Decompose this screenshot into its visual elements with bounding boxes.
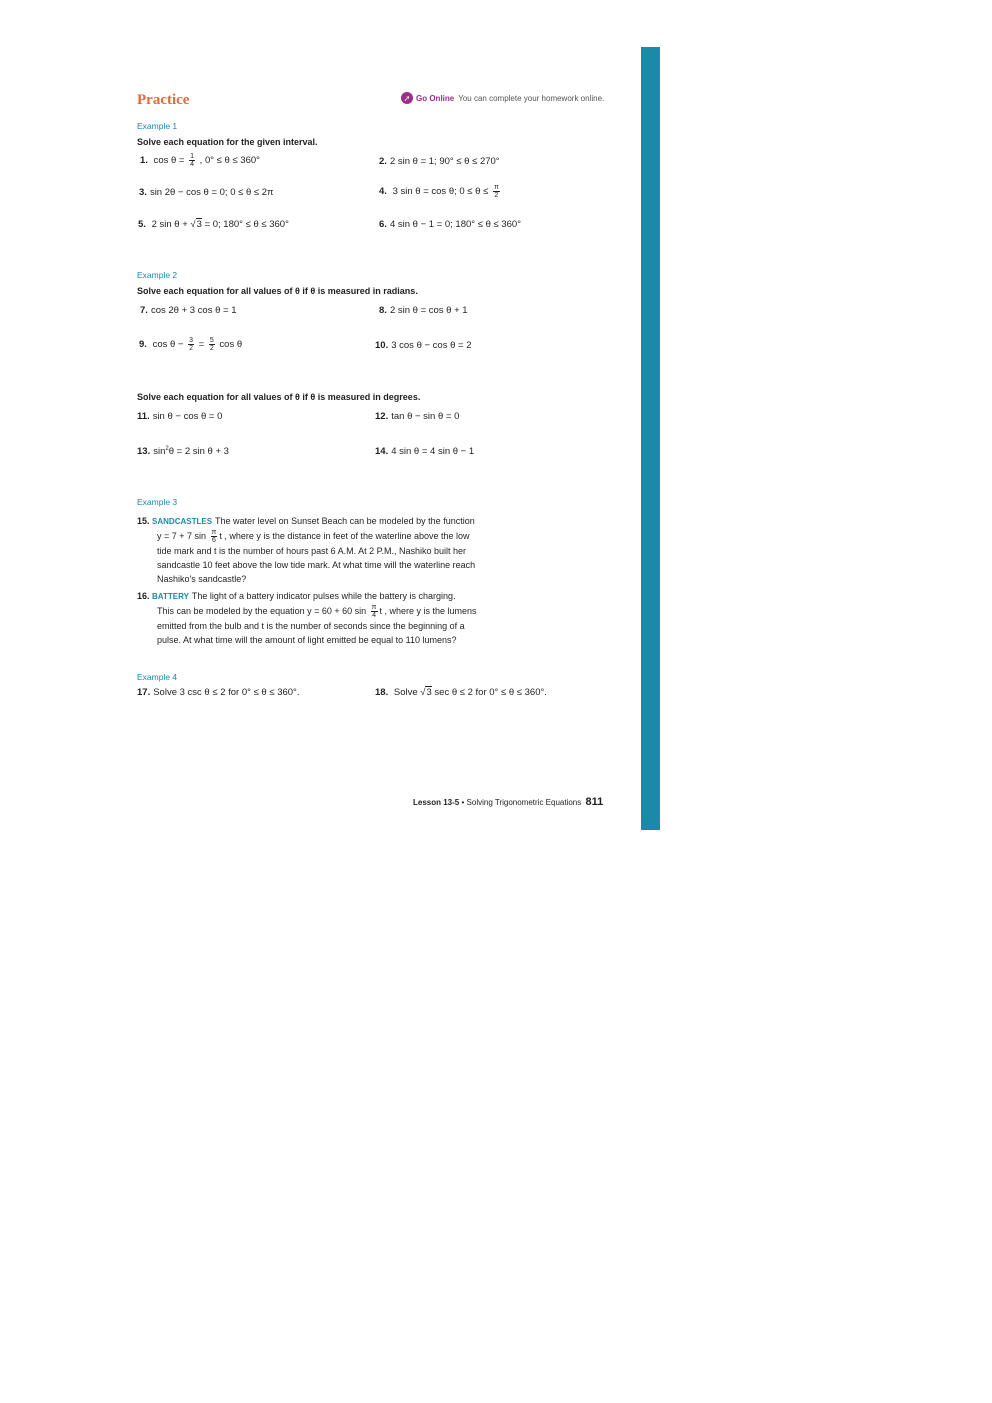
problem-11 (137, 411, 222, 422)
page-title: Practice (137, 92, 190, 108)
problem-9 (139, 337, 242, 352)
problem-text: sin θ − cos θ = 0 (152, 411, 223, 422)
problem-7 (140, 305, 237, 316)
problem-line: The light of a battery indicator pulses while the battery is charging. (191, 591, 456, 601)
fraction-numerator: 3 (189, 337, 194, 344)
fraction (188, 337, 194, 352)
problem-text: , 0° ≤ θ ≤ 360° (199, 155, 260, 167)
example-1-instruction: Solve each equation for the given interval. (137, 137, 318, 147)
fraction-denominator: 2 (189, 345, 194, 352)
problem-number: 12. (375, 411, 389, 422)
problem-15 (137, 514, 557, 586)
fraction (209, 337, 215, 352)
problem-1 (140, 153, 260, 168)
problem-number: 11. (137, 411, 150, 422)
footer-separator: • (461, 798, 465, 807)
page-number: 811 (585, 796, 604, 808)
cursor-icon: ➚ (401, 92, 413, 104)
problem-text: = (198, 339, 205, 351)
problem-keyword: BATTERY (152, 592, 189, 601)
fraction-numerator: 1 (190, 153, 195, 160)
radicand: 3 (426, 687, 432, 698)
problem-text: sec θ ≤ 2 for 0° ≤ θ ≤ 360°. (434, 687, 547, 698)
problem-line: t , where y is the distance in feet of the waterline above the low (219, 531, 470, 541)
problem-10 (375, 340, 472, 351)
problem-text: 4 sin θ − 1 = 0; 180° ≤ θ ≤ 360° (389, 219, 521, 230)
problem-line: This can be modeled by the equation y = 60 + 60 sin (157, 606, 367, 616)
problem-6 (379, 219, 521, 230)
problem-text: θ = 2 sin θ + 3 (168, 446, 229, 458)
problem-line: sandcastle 10 feet above the low tide mark. At what time will the waterline reach (157, 560, 476, 571)
problem-text: Solve (393, 687, 418, 698)
problem-number: 14. (375, 446, 389, 457)
example-1-label: Example 1 (137, 121, 178, 131)
problem-text: cos 2θ + 3 cos θ = 1 (150, 305, 237, 316)
problem-text: cos θ = (153, 155, 185, 167)
fraction-denominator: 6 (212, 537, 216, 545)
go-online-label[interactable]: Go Online (416, 93, 455, 103)
lesson-topic: Solving Trigonometric Equations (466, 798, 582, 807)
lesson-number: Lesson 13-5 (413, 798, 460, 807)
page-footer (413, 796, 603, 808)
problem-text: 3 cos θ − cos θ = 2 (391, 340, 472, 351)
problem-5: 5. 2 sin θ + √3 = 0; 180° ≤ θ ≤ 360° (138, 219, 289, 230)
problem-number: 6. (379, 219, 387, 230)
example-4-label: Example 4 (137, 672, 178, 682)
problem-line: Nashiko's sandcastle? (157, 574, 247, 585)
problem-number: 3. (139, 187, 147, 198)
problem-line: tide mark and t is the number of hours past 6 A.M. At 2 P.M., Nashiko built her (157, 546, 466, 557)
fraction-denominator: 2 (494, 192, 499, 199)
problem-12 (375, 411, 459, 422)
problem-number: 1. (140, 155, 148, 167)
fraction-numerator: π (371, 604, 377, 612)
problem-text: 4 sin θ = 4 sin θ − 1 (391, 446, 475, 457)
fraction-numerator: π (493, 184, 499, 191)
problem-text: sin (153, 446, 166, 458)
fraction-denominator: 4 (190, 161, 195, 168)
go-online-text: You can complete your homework online. (458, 93, 605, 103)
radicand: 3 (196, 219, 202, 230)
problem-text: 2 sin θ + (151, 219, 188, 230)
problem-text: 3 sin θ = cos θ; 0 ≤ θ ≤ (392, 186, 489, 198)
problem-13 (137, 446, 229, 457)
problem-number: 7. (140, 305, 148, 316)
example-3-label: Example 3 (137, 497, 178, 507)
example-2-instruction-radians: Solve each equation for all values of θ if θ is measured in radians. (137, 286, 418, 296)
problem-text: cos θ (219, 339, 243, 351)
problem-number: 10. (375, 340, 389, 351)
problem-number: 15. (137, 516, 150, 526)
problem-line: The water level on Sunset Beach can be modeled by the function (215, 516, 475, 526)
problem-text: = 0; 180° ≤ θ ≤ 360° (204, 219, 289, 230)
problem-text: Solve 3 csc θ ≤ 2 for 0° ≤ θ ≤ 360°. (153, 687, 300, 698)
fraction-denominator: 2 (209, 345, 214, 352)
problem-line: t , where y is the lumens (379, 606, 477, 616)
problem-17 (137, 687, 300, 698)
problem-number: 18. (375, 687, 389, 698)
fraction (493, 184, 500, 199)
problem-14 (375, 446, 474, 457)
problem-keyword: SANDCASTLES (152, 517, 213, 526)
problem-text: cos θ − (152, 339, 184, 351)
fraction (371, 604, 378, 619)
fraction (189, 153, 195, 168)
problem-number: 4. (379, 186, 387, 198)
problem-text: sin 2θ − cos θ = 0; 0 ≤ θ ≤ 2π (149, 187, 274, 198)
exponent: 2 (165, 446, 169, 452)
problem-2 (379, 156, 500, 167)
problem-number: 8. (379, 305, 387, 316)
problem-line: y = 7 + 7 sin (157, 531, 207, 541)
example-2-instruction-degrees: Solve each equation for all values of θ if θ is measured in degrees. (137, 392, 421, 402)
page-edge-tab (641, 47, 660, 830)
fraction-denominator: 4 (372, 612, 377, 620)
problem-text: 2 sin θ = 1; 90° ≤ θ ≤ 270° (389, 156, 500, 167)
problem-line: emitted from the bulb and t is the number of seconds since the beginning of a (157, 621, 465, 632)
fraction (211, 529, 218, 544)
problem-16 (137, 589, 557, 647)
problem-text: tan θ − sin θ = 0 (391, 411, 460, 422)
problem-number: 13. (137, 446, 151, 458)
problem-line: pulse. At what time will the amount of light emitted be equal to 110 lumens? (157, 635, 457, 646)
fraction-numerator: 5 (209, 337, 214, 344)
problem-text: 2 sin θ = cos θ + 1 (389, 305, 468, 316)
problem-number: 5. (138, 219, 146, 230)
problem-number: 2. (379, 156, 387, 167)
problem-18: 18. Solve √3 sec θ ≤ 2 for 0° ≤ θ ≤ 360°. (375, 687, 547, 698)
problem-number: 17. (137, 687, 151, 698)
example-2-label: Example 2 (137, 270, 178, 280)
problem-number: 16. (137, 591, 150, 601)
problem-3 (139, 187, 274, 198)
go-online-note (401, 92, 604, 104)
problem-8 (379, 305, 468, 316)
fraction-numerator: π (211, 529, 217, 537)
problem-4 (379, 184, 502, 199)
problem-number: 9. (139, 339, 147, 351)
